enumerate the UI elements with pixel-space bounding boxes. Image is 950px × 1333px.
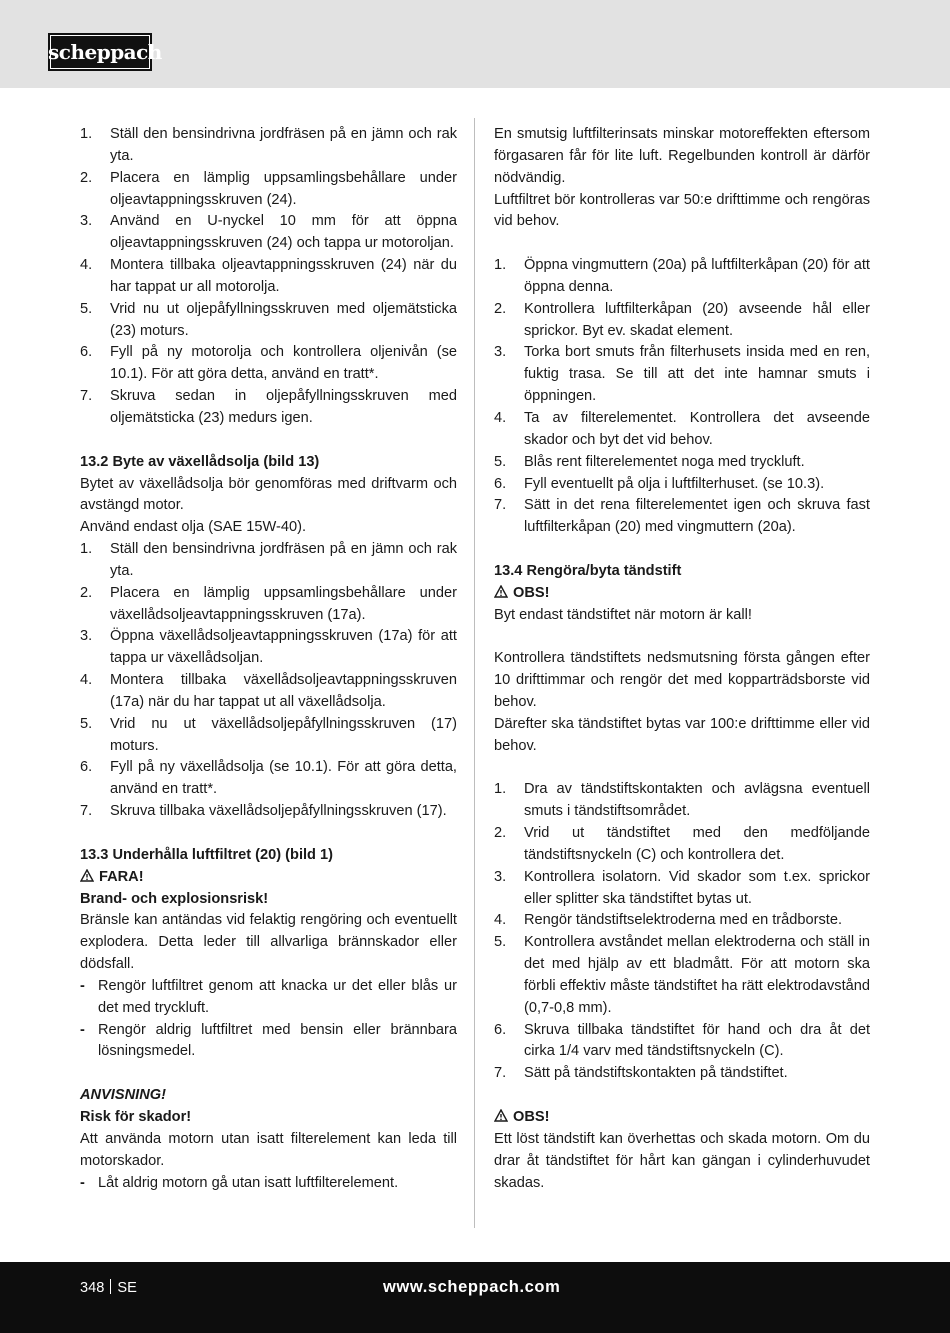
obs-warning <box>494 583 870 605</box>
list-item-number: 2. <box>494 300 507 317</box>
page-number-block <box>80 1278 137 1298</box>
list-item <box>494 867 870 911</box>
list-item-text: Använd en U-nyckel 10 mm för att öppna oljeavtappningsskruven (24) och tappa ur motoroljan. <box>110 213 457 252</box>
list-item-text: Öppna vingmuttern (20a) på luftfilterkåpan (20) för att öppna denna. <box>524 257 870 295</box>
list-item-text: Skruva sedan in oljepåfyllningsskruven med oljemätsticka (23) medurs igen. <box>110 388 457 426</box>
list-item-number: 6. <box>494 1021 507 1038</box>
list-item <box>80 757 457 801</box>
list-item-text: Skruva tillbaka tändstiftet för hand och dra åt det cirka 1/4 varv med tändstiftsnyckeln (C). <box>524 1021 870 1060</box>
list-item-number: 1. <box>494 257 507 274</box>
list-item-number: 7. <box>494 497 507 514</box>
list-item-text: Ta av filterelementet. Kontrollera det avseende skador och byt det vid behov. <box>524 409 870 448</box>
warning-triangle-icon <box>80 869 94 882</box>
list-item-number: 4. <box>80 257 93 274</box>
list-item-number: 4. <box>494 912 507 929</box>
list-item-text: Dra av tändstiftskontakten och avlägsna eventuell smuts i tändstiftsområdet. <box>524 781 870 820</box>
air-filter-interval: Luftfiltret bör kontrolleras var 50:e drifttimme och rengöras vid behov. <box>494 191 870 230</box>
list-item-text: Kontrollera avståndet mellan elektroderna och ställ in det med hjälp av ett bladmått. För att motorn ska förbli effektiv måste tändstiftet ha rätt elektrodavstånd (0,7-0,8 mm). <box>524 934 870 1016</box>
page-footer <box>0 1262 950 1333</box>
list-item-number: 3. <box>80 628 93 645</box>
note-label: ANVISNING! <box>80 1087 166 1104</box>
section-13-4-heading: 13.4 Rengöra/byta tändstift <box>494 562 682 579</box>
list-item <box>494 342 870 408</box>
list-item-number: 2. <box>80 584 93 601</box>
list-item <box>80 801 457 823</box>
obs-label-2: OBS! <box>513 1108 550 1125</box>
danger-label: FARA! <box>99 868 144 885</box>
list-item-text: Blås rent filterelementet noga med tryckluft. <box>524 453 805 470</box>
list-item <box>80 124 457 168</box>
list-item-number: 5. <box>80 715 93 732</box>
list-item-text: Torka bort smuts från filterhusets insida med en ren, fuktig trasa. Se till att det inte hamnar smuts i öppningen. <box>524 344 870 405</box>
list-item-number: 7. <box>80 803 93 820</box>
list-item-text: Sätt in det rena filterelementet igen och skruva fast luftfilterkåpan (20) med vingmuttern (20a). <box>524 497 870 536</box>
list-item-number: 7. <box>80 388 93 405</box>
list-item <box>80 539 457 583</box>
list-item-text: Montera tillbaka växellådsoljeavtappningsskruven (17a) när du har tappat ut all växellådsolja. <box>110 672 457 710</box>
list-item <box>494 408 870 452</box>
list-item-number: 6. <box>80 759 93 776</box>
list-item-number: 3. <box>80 213 93 230</box>
page-number: 348 <box>80 1280 105 1296</box>
list-item-number: 4. <box>80 672 93 689</box>
list-item <box>80 626 457 670</box>
list-item <box>80 670 457 714</box>
list-item-number: 7. <box>494 1065 507 1082</box>
section-13-3-heading: 13.3 Underhålla luftfiltret (20) (bild 1) <box>80 846 333 863</box>
list-item <box>494 779 870 823</box>
list-item <box>494 823 870 867</box>
spark-plug-check-text: Kontrollera tändstiftets nedsmutsning första gången efter 10 drifttimmar och rengör det med kopparträdsborste vid behov. <box>494 650 870 710</box>
section-13-2-heading: 13.2 Byte av växellådsolja (bild 13) <box>80 453 320 470</box>
obs-warning-2 <box>494 1107 870 1129</box>
page-separator <box>110 1279 111 1294</box>
scheppach-logo: scheppach <box>48 33 152 71</box>
air-filter-steps <box>494 255 870 539</box>
list-item-number: 2. <box>80 169 93 186</box>
list-item <box>494 474 870 496</box>
dash-item <box>80 1173 457 1195</box>
list-item-text: Rengör tändstiftselektroderna med en trådborste. <box>524 912 842 929</box>
list-item-number: 6. <box>494 475 507 492</box>
list-item-number: 5. <box>494 934 507 951</box>
obs-label: OBS! <box>513 584 550 601</box>
dash-marker: - <box>80 977 85 994</box>
website-link[interactable]: www.scheppach.com <box>383 1278 561 1296</box>
list-item-text: Ställ den bensindrivna jordfräsen på en jämn och rak yta. <box>110 126 457 164</box>
list-item-text: Placera en lämplig uppsamlingsbehållare under växellådsoljeavtappningsskruven (17a). <box>110 584 457 623</box>
dash-item <box>80 976 457 1020</box>
spark-plug-steps <box>494 779 870 1085</box>
list-item <box>80 583 457 627</box>
injury-risk-title: Risk för skador! <box>80 1108 192 1125</box>
air-filter-intro: En smutsig luftfilterinsats minskar motoreffekten eftersom förgasaren får för lite luft. Regelbunden kontroll är därför nödvändig. <box>494 126 870 186</box>
dash-item <box>80 1020 457 1064</box>
list-item-number: 6. <box>80 344 93 361</box>
list-item-text: Öppna växellådsoljeavtappningsskruven (17a) för att tappa ur växellådsoljan. <box>110 628 457 667</box>
list-item <box>494 495 870 539</box>
list-item <box>494 452 870 474</box>
list-item-text: Fyll på ny motorolja och kontrollera oljenivån (se 10.1). För att göra detta, använd en tratt*. <box>110 344 457 383</box>
list-item-number: 1. <box>494 781 507 798</box>
language-code: SE <box>117 1280 137 1296</box>
list-item-number: 2. <box>494 825 507 841</box>
gear-oil-steps <box>80 539 457 823</box>
danger-warning <box>80 867 457 889</box>
list-item-text: Fyll eventuellt på olja i luftfilterhuset. (se 10.3). <box>524 475 825 492</box>
list-item <box>80 714 457 758</box>
list-item-number: 3. <box>494 868 507 885</box>
spark-plug-interval: Därefter ska tändstiftet bytas var 100:e drifttimme eller vid behov. <box>494 715 870 754</box>
dash-marker: - <box>80 1021 85 1038</box>
list-item-number: 3. <box>494 344 507 361</box>
obs-text: Byt endast tändstiftet när motorn är kall! <box>494 606 752 623</box>
warning-triangle-icon <box>494 585 508 598</box>
section-13-2-oil-spec: Använd endast olja (SAE 15W-40). <box>80 519 307 536</box>
oil-change-steps <box>80 124 457 430</box>
dash-item-text: Rengör luftfiltret genom att knacka ur det eller blås ur det med tryckluft. <box>98 977 457 1016</box>
list-item <box>80 255 457 299</box>
list-item-text: Ställ den bensindrivna jordfräsen på en jämn och rak yta. <box>110 541 457 579</box>
list-item-text: Kontrollera luftfilterkåpan (20) avseende hål eller sprickor. Byt ev. skadat element. <box>524 300 870 339</box>
column-divider <box>474 118 475 1228</box>
list-item-text: Vrid nu ut växellådsoljepåfyllningsskruven (17) moturs. <box>110 715 457 754</box>
section-13-2-intro: Bytet av växellådsolja bör genomföras med driftvarm och avstängd motor. <box>80 475 457 514</box>
fire-risk-text: Bränsle kan antändas vid felaktig rengöring och eventuellt explodera. Detta leder till allvarliga brännskador eller dödsfall. <box>80 912 457 973</box>
list-item <box>80 211 457 255</box>
list-item <box>494 932 870 1019</box>
dash-marker: - <box>80 1174 85 1191</box>
dash-item-text: Rengör aldrig luftfiltret med bensin eller brännbara lösningsmedel. <box>98 1021 457 1060</box>
page-header <box>0 0 950 88</box>
list-item-text: Fyll på ny växellådsolja (se 10.1). För att göra detta, använd en tratt*. <box>110 759 457 798</box>
right-column <box>494 124 870 1194</box>
list-item-number: 5. <box>80 300 93 317</box>
dash-item-text: Låt aldrig motorn gå utan isatt luftfilterelement. <box>98 1174 399 1191</box>
list-item-number: 1. <box>80 126 93 142</box>
list-item-text: Vrid ut tändstiftet med den medföljande tändstiftsnyckeln (C) och kontrollera det. <box>524 825 870 863</box>
list-item <box>494 299 870 343</box>
list-item-text: Montera tillbaka oljeavtappningsskruven (24) när du har tappat ur all motorolja. <box>110 257 457 295</box>
list-item-text: Skruva tillbaka växellådsoljepåfyllningsskruven (17). <box>110 803 447 820</box>
list-item <box>494 1063 870 1085</box>
list-item-number: 4. <box>494 409 507 426</box>
list-item-text: Sätt på tändstiftskontakten på tändstiftet. <box>524 1065 788 1082</box>
list-item <box>494 255 870 299</box>
injury-risk-text: Att använda motorn utan isatt filterelement kan leda till motorskador. <box>80 1130 457 1169</box>
list-item <box>80 299 457 343</box>
fire-risk-title: Brand- och explosionsrisk! <box>80 890 269 907</box>
list-item <box>494 1020 870 1064</box>
left-column <box>80 124 457 1194</box>
list-item <box>494 910 870 932</box>
list-item-number: 1. <box>80 541 93 558</box>
list-item-text: Vrid nu ut oljepåfyllningsskruven med oljemätsticka (23) moturs. <box>110 300 457 339</box>
list-item <box>80 342 457 386</box>
obs-text-2: Ett löst tändstift kan överhettas och skada motorn. Om du drar åt tändstiftet för hårt kan gängan i cylinderhuvudet skadas. <box>494 1130 870 1191</box>
list-item <box>80 386 457 430</box>
list-item <box>80 168 457 212</box>
list-item-text: Kontrollera isolatorn. Vid skador som t.ex. sprickor eller splitter ska tändstiftet bytas ut. <box>524 868 870 907</box>
air-filter-dash-list <box>80 976 457 1063</box>
warning-triangle-icon <box>494 1109 508 1122</box>
note-dash-list <box>80 1173 457 1195</box>
list-item-number: 5. <box>494 453 507 470</box>
list-item-text: Placera en lämplig uppsamlingsbehållare under oljeavtappningsskruven (24). <box>110 169 457 208</box>
